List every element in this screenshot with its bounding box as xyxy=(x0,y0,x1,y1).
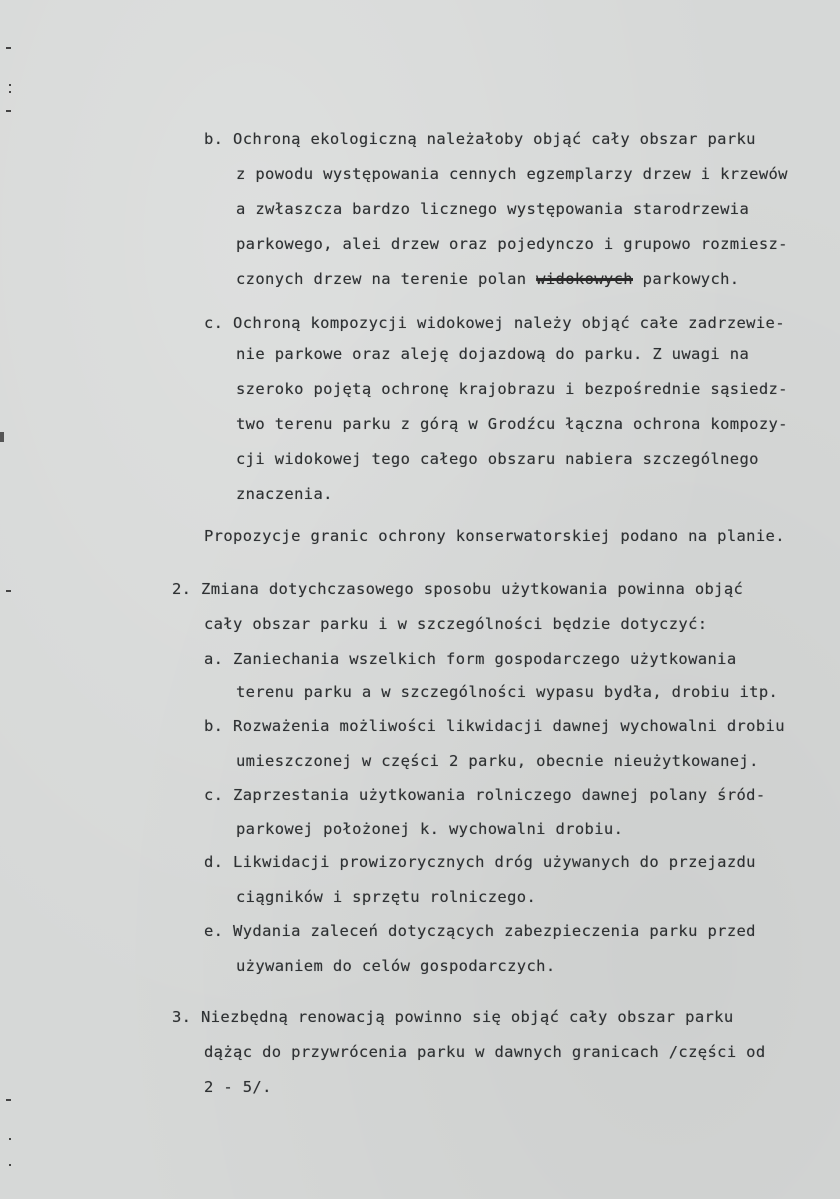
text-line: znaczenia. xyxy=(236,485,333,503)
margin-mark xyxy=(6,110,11,112)
text-line: c. Zaprzestania użytkowania rolniczego dawnej polany śród- xyxy=(204,786,766,804)
margin-mark xyxy=(9,84,11,86)
margin-mark xyxy=(9,1164,11,1166)
text-line: parkowej położonej k. wychowalni drobiu. xyxy=(236,820,624,838)
text-line: cji widokowej tego całego obszaru nabiera szczególnego xyxy=(236,450,759,468)
margin-mark xyxy=(0,432,4,442)
text-line: b. Ochroną ekologiczną należałoby objąć cały obszar parku xyxy=(204,130,756,148)
text-line: z powodu występowania cennych egzemplarzy drzew i krzewów xyxy=(236,165,788,183)
text-line: e. Wydania zaleceń dotyczących zabezpieczenia parku przed xyxy=(204,922,756,940)
text-line: używaniem do celów gospodarczych. xyxy=(236,957,556,975)
text-line: dążąc do przywrócenia parku w dawnych granicach /części od xyxy=(204,1043,766,1061)
text-line: parkowego, alei drzew oraz pojedynczo i grupowo rozmiesz- xyxy=(236,235,788,253)
margin-mark xyxy=(9,91,11,93)
text-line: nie parkowe oraz aleję dojazdową do parku. Z uwagi na xyxy=(236,345,750,363)
text-line: a zwłaszcza bardzo licznego występowania starodrzewia xyxy=(236,200,750,218)
margin-mark xyxy=(9,1138,11,1140)
text-line: szeroko pojętą ochronę krajobrazu i bezpośrednie sąsiedz- xyxy=(236,380,788,398)
margin-mark xyxy=(6,590,11,592)
text-line: umieszczonej w części 2 parku, obecnie nieużytkowanej. xyxy=(236,752,759,770)
margin-mark xyxy=(6,1099,11,1101)
text-line: d. Likwidacji prowizorycznych dróg używanych do przejazdu xyxy=(204,853,756,871)
margin-mark xyxy=(6,47,11,49)
text-line xyxy=(236,270,740,288)
text-line: a. Zaniechania wszelkich form gospodarczego użytkowania xyxy=(204,650,737,668)
text-line: 2 - 5/. xyxy=(204,1078,272,1096)
text-line: ciągników i sprzętu rolniczego. xyxy=(236,888,537,906)
text-segment: czonych drzew na terenie polan xyxy=(236,270,527,288)
text-segment: parkowych. xyxy=(642,270,740,288)
text-line: 3. Niezbędną renowacją powinno się objąć cały obszar parku xyxy=(172,1008,734,1026)
text-line: two terenu parku z górą w Grodźcu łączna ochrona kompozy- xyxy=(236,415,788,433)
text-line: 2. Zmiana dotychczasowego sposobu użytkowania powinna objąć xyxy=(172,580,744,598)
text-line: cały obszar parku i w szczególności będzie dotyczyć: xyxy=(204,615,708,633)
text-line: Propozycje granic ochrony konserwatorskiej podano na planie. xyxy=(204,527,785,545)
text-line: terenu parku a w szczególności wypasu bydła, drobiu itp. xyxy=(236,683,779,701)
text-line: b. Rozważenia możliwości likwidacji dawnej wychowalni drobiu xyxy=(204,717,785,735)
text-line: c. Ochroną kompozycji widokowej należy objąć całe zadrzewie- xyxy=(204,314,785,332)
struck-out-word: widokowych xyxy=(536,270,633,288)
